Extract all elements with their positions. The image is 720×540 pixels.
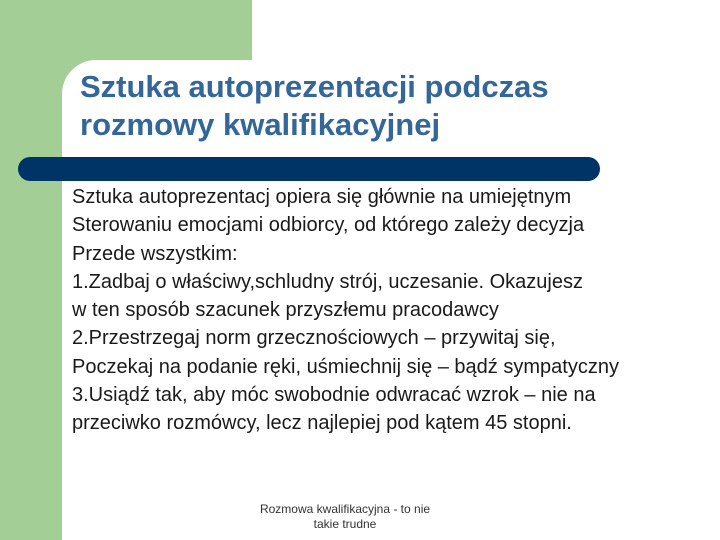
body-line: Poczekaj na podanie ręki, uśmiechnij się – bądź sympatyczny xyxy=(72,355,619,378)
body-line: przeciwko rozmówcy, lecz najlepiej pod kątem 45 stopni. xyxy=(72,412,572,435)
footer-line-2: takie trudne xyxy=(313,517,377,531)
body-line: 2.Przestrzegaj norm grzecznościowych – przywitaj się, xyxy=(72,327,556,350)
body-line: Sztuka autoprezentacj opiera się głównie na umiejętnym xyxy=(72,186,572,208)
title-divider-bar xyxy=(18,157,600,181)
slide-footer xyxy=(244,502,446,532)
footer-line-1: Rozmowa kwalifikacyjna - to nie xyxy=(259,502,431,516)
body-line: Przede wszystkim: xyxy=(72,242,238,265)
body-line: Sterowaniu emocjami odbiorcy, od którego zależy decyzja xyxy=(72,214,585,237)
body-line: w ten sposób szacunek przyszłemu pracodawcy xyxy=(72,299,499,322)
body-line: 3.Usiądź tak, aby móc swobodnie odwracać wzrok – nie na xyxy=(72,384,596,407)
body-line: 1.Zadbaj o właściwy,schludny strój, uczesanie. Okazujesz xyxy=(72,270,583,293)
slide-body xyxy=(72,183,720,438)
slide-title-line-2: rozmowy kwalifikacyjnej xyxy=(80,107,441,142)
slide-title xyxy=(80,68,700,144)
slide-title-line-1: Sztuka autoprezentacji podczas xyxy=(80,69,549,104)
